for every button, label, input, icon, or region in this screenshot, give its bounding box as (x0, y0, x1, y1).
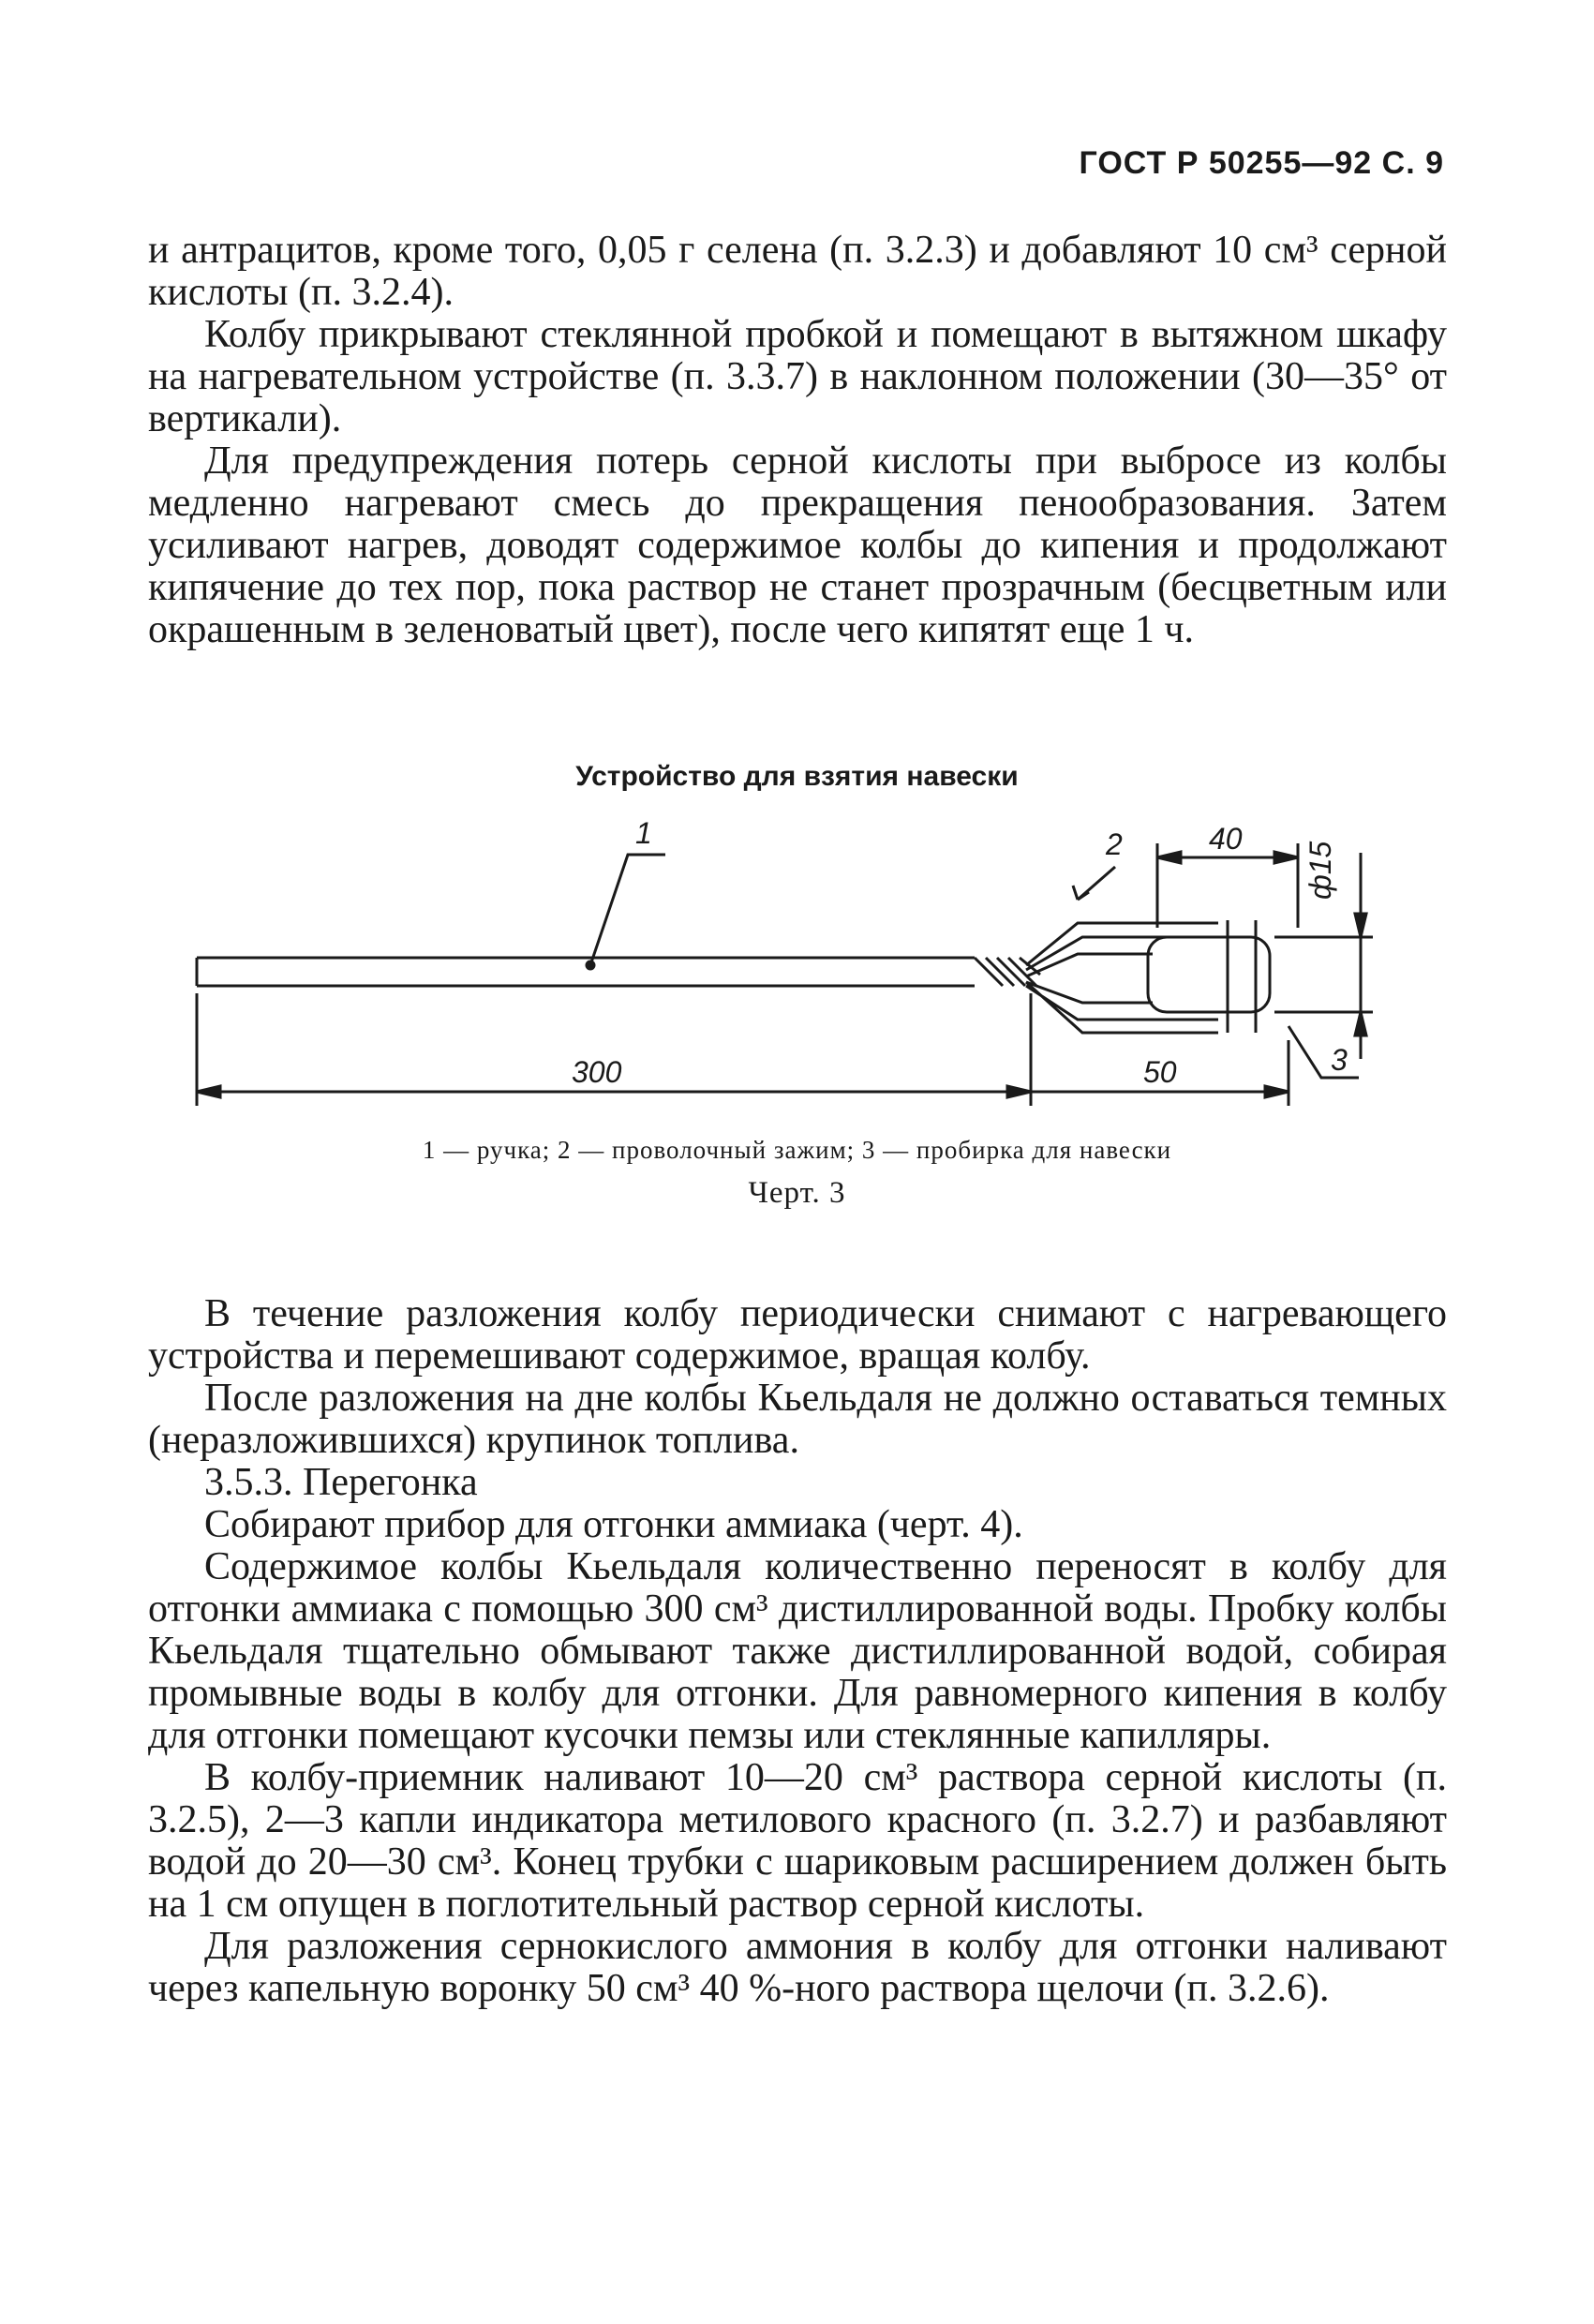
leader-3 (1289, 1026, 1359, 1078)
paragraph: В колбу-приемник наливают 10—20 см³ раствора серной кислоты (п. 3.2.5), 2—3 капли индикатора метилового красного (п. 3.2.7) и разбавляют водой до 20—30 см³. Конец трубки с шариковым расширением должен быть на 1 см опущен в поглотительный раствор серной кислоты. (148, 1756, 1447, 1926)
section-heading: 3.5.3. Перегонка (204, 1461, 478, 1504)
dim-40: 40 (1209, 822, 1243, 856)
dim-50: 50 (1143, 1055, 1177, 1089)
paragraph: После разложения на дне колбы Кьельдаля не должно оставаться темных (неразложившихся) крупинок топлива. (148, 1377, 1447, 1462)
wire-clamp (1026, 923, 1218, 1033)
leader-1-dot (587, 961, 594, 969)
bottom-text (148, 1293, 1447, 2010)
leader-2-arrow (1073, 886, 1089, 900)
page-header: ГОСТ Р 50255—92 С. 9 (1079, 145, 1444, 181)
dim-50-arrows (1265, 1086, 1289, 1097)
dim-15: ф15 (1304, 841, 1337, 900)
test-tube (1148, 937, 1270, 1012)
paragraph: и антрацитов, кроме того, 0,05 г селена (п. 3.2.3) и добавляют 10 см³ серной кислоты (п. 3.2.4). (148, 229, 1447, 314)
leader-1 (590, 855, 665, 965)
paragraph: Содержимое колбы Кьельдаля количественно переносят в колбу для отгонки аммиака с помощью 300 см³ дистиллированной воды. Пробку колбы Кьельдаля тщательно обмывают также дистиллированной водой, собирая промывные воды в колбу для отгонки. Для равномерного кипения в колбу для отгонки помещают кусочки пемзы или стеклянные капилляры. (148, 1545, 1447, 1757)
dim-300: 300 (572, 1055, 622, 1089)
paragraph: В течение разложения колбу периодически снимают с нагревающего устройства и перемешивают содержимое, вращая колбу. (148, 1292, 1447, 1378)
top-text (148, 230, 1447, 651)
label-2: 2 (1106, 827, 1123, 861)
paragraph: Для предупреждения потерь серной кислоты при выбросе из колбы медленно нагревают смесь до прекращения пенообразования. Затем усиливают нагрев, доводят содержимое колбы до кипения и продолжают кипячение до тех пор, пока раствор не станет прозрачным (бесцветным или окрашенным в зеленоватый цвет), после чего кипятят еще 1 ч. (148, 439, 1447, 651)
label-1: 1 (635, 816, 652, 850)
figure-drawing (178, 815, 1452, 1125)
paragraph: Колбу прикрывают стеклянной пробкой и помещают в вытяжном шкафу на нагревательном устройстве (п. 3.3.7) в наклонном положении (30—35° от вертикали). (148, 313, 1447, 440)
figure-caption: 1 — ручка; 2 — проволочный зажим; 3 — пробирка для навески (422, 1136, 1172, 1164)
figure-title: Устройство для взятия навески (575, 761, 1019, 792)
figure-number: Черт. 3 (748, 1176, 846, 1210)
paragraph: Собирают прибор для отгонки аммиака (черт. 4). (204, 1503, 1023, 1546)
label-3: 3 (1331, 1043, 1348, 1077)
paragraph: Для разложения сернокислого аммония в колбу для отгонки наливают через капельную воронку 50 см³ 40 %-ного раствора щелочи (п. 3.2.6). (148, 1925, 1447, 2010)
